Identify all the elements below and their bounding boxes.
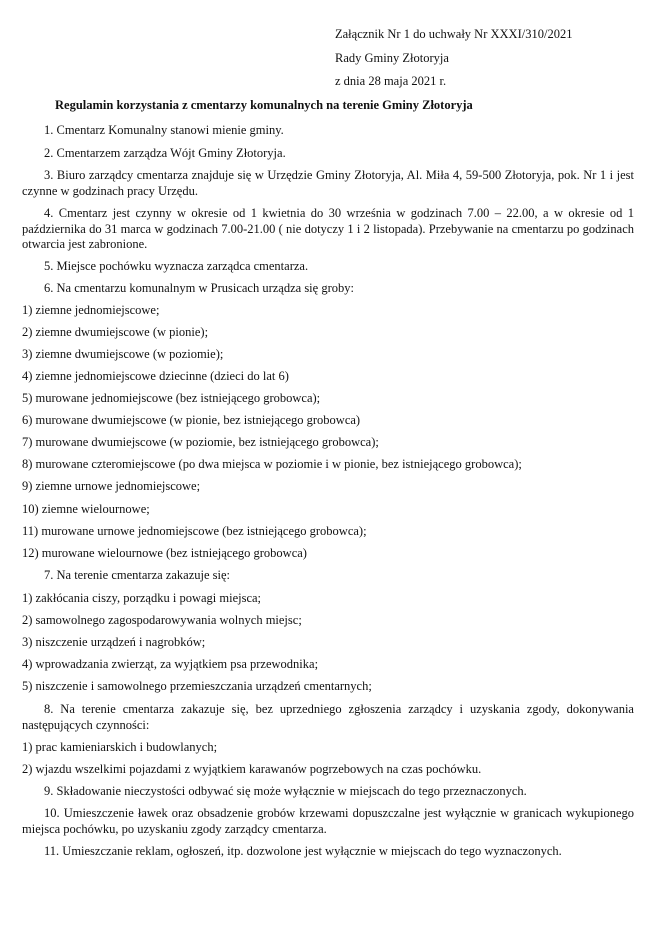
- grave-type-item: 4) ziemne jednomiejscowe dziecinne (dzieci do lat 6): [22, 369, 289, 383]
- document-title: Regulamin korzystania z cmentarzy komunalnych na terenie Gminy Złotoryja: [55, 98, 473, 112]
- prohibited-item: 1) zakłócania ciszy, porządku i powagi miejsca;: [22, 591, 262, 605]
- paragraph-10: 10. Umieszczenie ławek oraz obsadzenie grobów krzewami dopuszczalne jest wyłącznie w granicach wykupionego miejsca pochówku, po uzyskaniu zgody zarządcy cmentarza.: [22, 806, 634, 836]
- header-council-line: Rady Gminy Złotoryja: [335, 51, 449, 65]
- grave-type-item: 11) murowane urnowe jednomiejscowe (bez istniejącego grobowca);: [22, 524, 367, 538]
- paragraph-11: 11. Umieszczanie reklam, ogłoszeń, itp. dozwolone jest wyłącznie w miejscach do tego wyznaczonych.: [44, 844, 562, 858]
- grave-type-item: 3) ziemne dwumiejscowe (w poziomie);: [22, 347, 224, 361]
- paragraph-8: 8. Na terenie cmentarza zakazuje się, bez uprzedniego zgłoszenia zarządcy i uzyskania zgody, dokonywania następujących czynności:: [22, 702, 634, 732]
- consent-required-item: 2) wjazdu wszelkimi pojazdami z wyjątkiem karawanów pogrzebowych na czas pochówku.: [22, 762, 482, 776]
- paragraph-1: 1. Cmentarz Komunalny stanowi mienie gminy.: [44, 123, 284, 137]
- grave-type-item: 2) ziemne dwumiejscowe (w pionie);: [22, 325, 209, 339]
- grave-type-item: 10) ziemne wielournowe;: [22, 502, 150, 516]
- header-date-line: z dnia 28 maja 2021 r.: [335, 74, 447, 88]
- prohibited-item: 5) niszczenie i samowolnego przemieszczania urządzeń cmentarnych;: [22, 679, 372, 693]
- grave-type-item: 5) murowane jednomiejscowe (bez istniejącego grobowca);: [22, 391, 321, 405]
- prohibited-item: 4) wprowadzania zwierząt, za wyjątkiem psa przewodnika;: [22, 657, 319, 671]
- paragraph-9: 9. Składowanie nieczystości odbywać się może wyłącznie w miejscach do tego przeznaczonych.: [44, 784, 527, 798]
- consent-required-item: 1) prac kamieniarskich i budowlanych;: [22, 740, 218, 754]
- grave-type-item: 1) ziemne jednomiejscowe;: [22, 303, 160, 317]
- grave-type-item: 9) ziemne urnowe jednomiejscowe;: [22, 479, 201, 493]
- paragraph-4: 4. Cmentarz jest czynny w okresie od 1 kwietnia do 30 września w godzinach 7.00 – 22.00, a w okresie od 1 października do 31 marca w godzinach 7.00-21.00 ( nie dotyczy 1 i 2 listopada). Przebywanie na cmentarzu po godzinach otwarcia jest zabronione.: [22, 206, 634, 251]
- header-attachment-line: Załącznik Nr 1 do uchwały Nr XXXI/310/2021: [335, 27, 573, 41]
- paragraph-6: 6. Na cmentarzu komunalnym w Prusicach urządza się groby:: [44, 281, 354, 295]
- paragraph-7: 7. Na terenie cmentarza zakazuje się:: [44, 568, 230, 582]
- grave-type-item: 12) murowane wielournowe (bez istniejącego grobowca): [22, 546, 307, 560]
- paragraph-5: 5. Miejsce pochówku wyznacza zarządca cmentarza.: [44, 259, 309, 273]
- grave-type-item: 6) murowane dwumiejscowe (w pionie, bez istniejącego grobowca): [22, 413, 361, 427]
- paragraph-3: 3. Biuro zarządcy cmentarza znajduje się w Urzędzie Gminy Złotoryja, Al. Miła 4, 59-500 Złotoryja, pok. Nr 1 i jest czynne w godzinach pracy Urzędu.: [22, 168, 634, 198]
- prohibited-item: 3) niszczenie urządzeń i nagrobków;: [22, 635, 206, 649]
- paragraph-2: 2. Cmentarzem zarządza Wójt Gminy Złotoryja.: [44, 146, 286, 160]
- grave-type-item: 7) murowane dwumiejscowe (w poziomie, bez istniejącego grobowca);: [22, 435, 379, 449]
- prohibited-item: 2) samowolnego zagospodarowywania wolnych miejsc;: [22, 613, 302, 627]
- grave-type-item: 8) murowane czteromiejscowe (po dwa miejsca w poziomie i w pionie, bez istniejącego grobowca);: [22, 457, 522, 471]
